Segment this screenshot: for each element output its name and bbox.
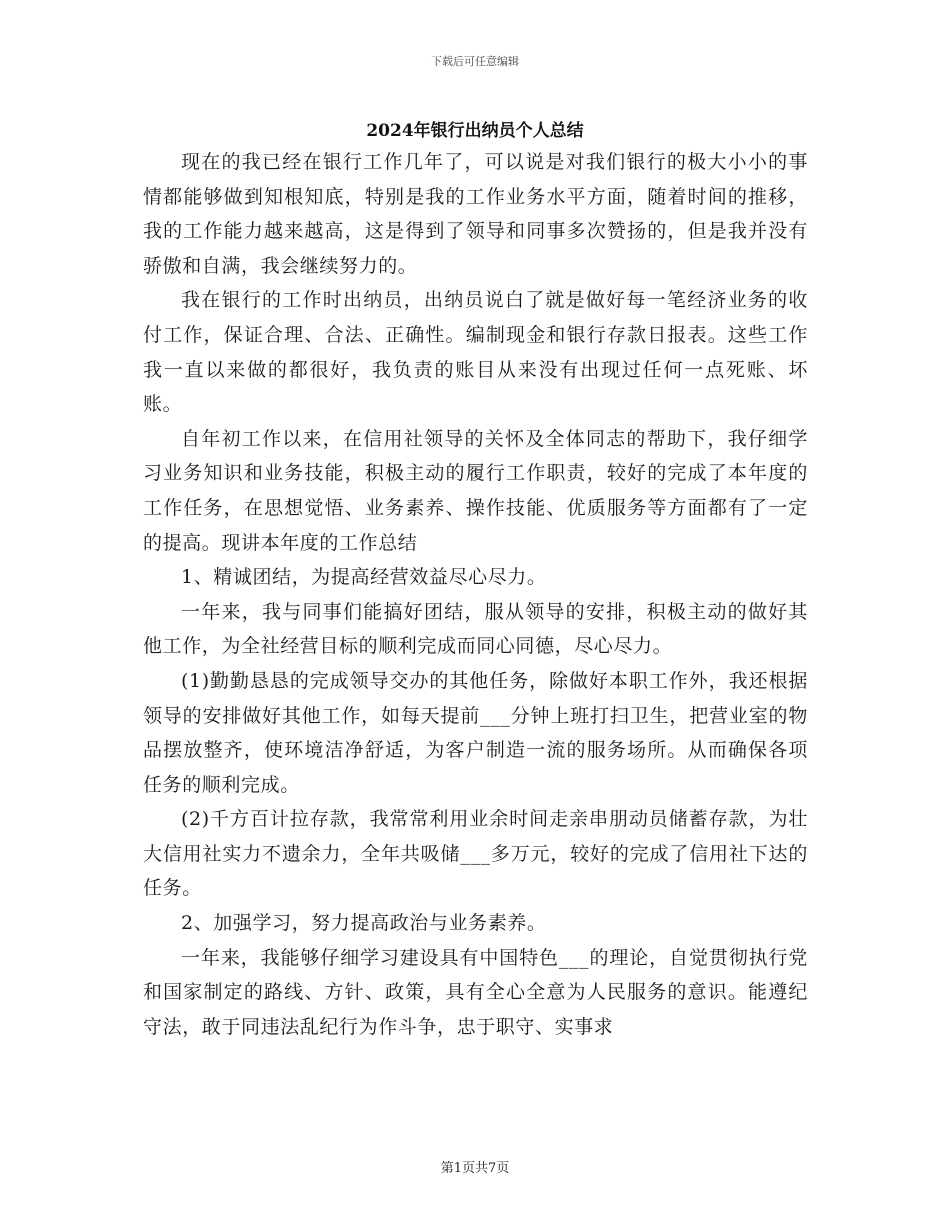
document-body bbox=[143, 145, 808, 1044]
paragraph-item-1: (1)勤勤恳恳的完成领导交办的其他任务，除做好本职工作外，我还根据领导的安排做好其他工作，如每天提前___分钟上班打扫卫生，把营业室的物品摆放整齐，使环境洁净舒适，为客户制造一流的服务场所。从而确保各项任务的顺利完成。 bbox=[143, 669, 808, 796]
paragraph-intro: 现在的我已经在银行工作几年了，可以说是对我们银行的极大小小的事情都能够做到知根知底，特别是我的工作业务水平方面，随着时间的推移，我的工作能力越来越高，这是得到了领导和同事多次赞扬的，但是我并没有骄傲和自满，我会继续努力的。 bbox=[143, 151, 808, 277]
paragraph-year-overview: 自年初工作以来，在信用社领导的关怀及全体同志的帮助下，我仔细学习业务知识和业务技能，积极主动的履行工作职责，较好的完成了本年度的工作任务，在思想觉悟、业务素养、操作技能、优质服务等方面都有了一定的提高。现讲本年度的工作总结 bbox=[143, 427, 808, 554]
paragraph-cashier-duties: 我在银行的工作时出纳员，出纳员说白了就是做好每一笔经济业务的收付工作，保证合理、合法、正确性。编制现金和银行存款日报表。这些工作我一直以来做的都很好，我负责的账目从来没有出现过任何一点死账、坏账。 bbox=[143, 289, 808, 416]
paragraph-item-2: (2)千方百计拉存款，我常常利用业余时间走亲串朋动员储蓄存款，为壮大信用社实力不遗余力，全年共吸储___多万元，较好的完成了信用社下达的任务。 bbox=[143, 808, 808, 900]
paragraph-study: 一年来，我能够仔细学习建设具有中国特色___的理论，自觉贯彻执行党和国家制定的路线、方针、政策，具有全心全意为人民服务的意识。能遵纪守法，敢于同违法乱纪行为作斗争，忠于职守、实事求 bbox=[143, 946, 808, 1038]
page-header-note: 下载后可任意编辑 bbox=[431, 55, 519, 68]
paragraph-teamwork: 一年来，我与同事们能搞好团结，服从领导的安排，积极主动的做好其他工作，为全社经营目标的顺利完成而同心同德，尽心尽力。 bbox=[143, 600, 808, 658]
document-title: 2024年银行出纳员个人总结 bbox=[366, 121, 584, 141]
section-heading-1: 1、精诚团结，为提高经营效益尽心尽力。 bbox=[181, 566, 547, 589]
page-number: 第1页共7页 bbox=[440, 1161, 510, 1176]
section-heading-2: 2、加强学习，努力提高政治与业务素养。 bbox=[181, 912, 547, 935]
